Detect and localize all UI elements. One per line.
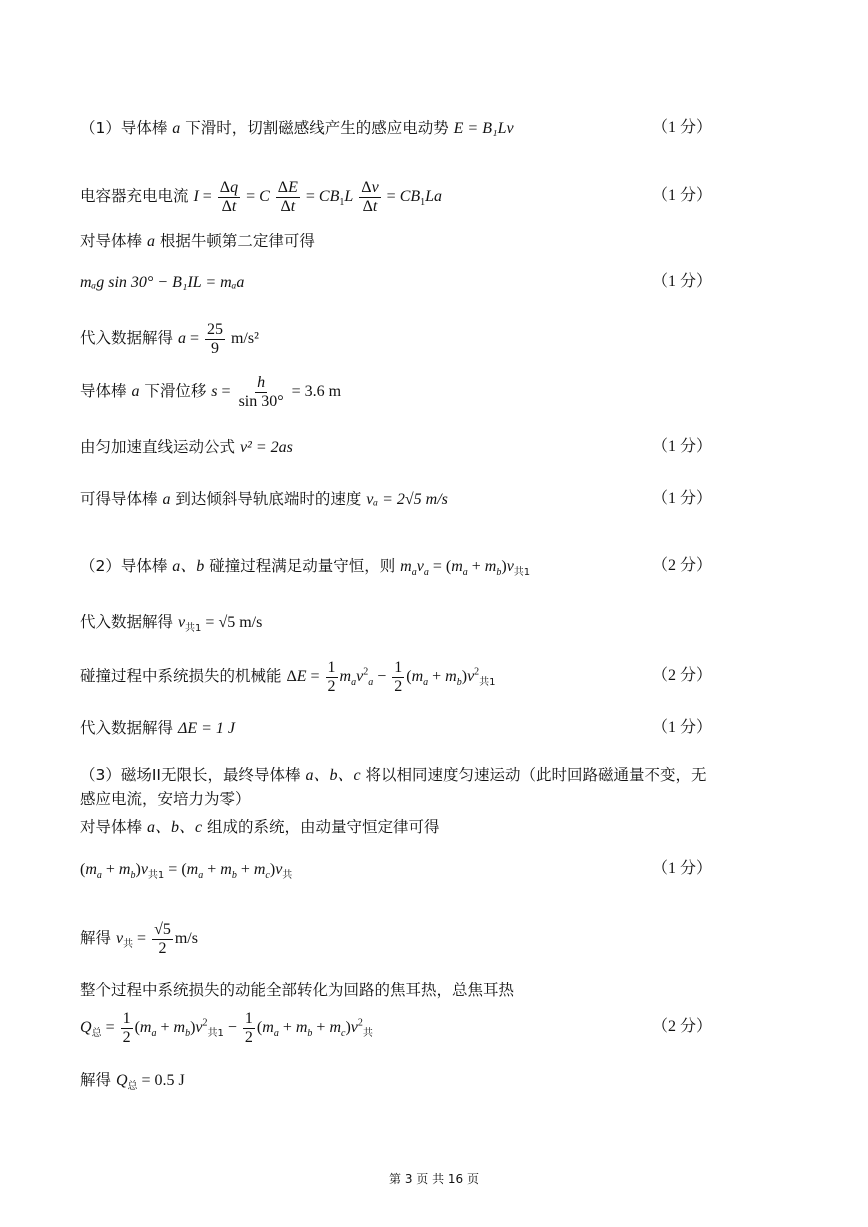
score: （1 分） — [651, 438, 712, 455]
text: 根据牛顿第二定律可得 — [154, 232, 315, 250]
fraction-num: 25 — [206, 320, 223, 338]
score: （1 分） — [651, 719, 712, 736]
score: （1 分） — [651, 860, 712, 877]
equation: ΔE = 1 J — [177, 720, 235, 737]
fraction-den: 9 — [210, 339, 219, 357]
text: 代入数据解得 — [80, 613, 178, 631]
text: 整个过程中系统损失的动能全部转化为回路的焦耳热，总焦耳热 — [80, 981, 515, 999]
text: 到达倾斜导轨底端时的速度 — [170, 490, 367, 508]
subscript: 总 — [91, 1028, 102, 1040]
text: 代入数据解得 — [80, 329, 178, 347]
subscript: 总 — [127, 1081, 138, 1093]
solution-line-2: 电容器充电电流 I = $\frac{\Delta q}{\Delta t}$ = C $\frac{\Delta E}{\Delta t}$ = $CB_1L$ $\frac{\Delta v}{\Delta t}$ = $CB_1La$ （1 分） — [80, 176, 790, 216]
text: 解得 — [80, 929, 116, 947]
text: 对导体棒 — [80, 818, 147, 836]
text: （3）磁场II无限长，最终导体棒 — [80, 766, 306, 784]
solution-line-16: $(m_a + m_b)v_{共1} = (m_a + m_b + m_c)v_共$ （1 分） — [80, 857, 790, 881]
equation: E = B₁Lv — [453, 120, 514, 137]
solution-line-13 — [80, 763, 790, 787]
var: a、b、c — [146, 819, 203, 836]
result: = 3.6 m — [287, 383, 342, 400]
var: a — [146, 233, 155, 250]
subscript: 共 — [282, 870, 293, 882]
var: a — [172, 120, 181, 137]
fraction-num: h — [257, 373, 266, 391]
var: a、b — [172, 558, 205, 575]
text: 代入数据解得 — [80, 719, 178, 737]
subscript: 共1 — [479, 677, 496, 689]
solution-line-4 — [80, 270, 790, 294]
result: √5 m/s — [218, 614, 263, 631]
text: 下滑位移 — [139, 382, 212, 400]
solution-line-6: 导体棒 a 下滑位移 s = $\frac{h}{\sin 30^\circ}$ = 3.6 m — [80, 373, 342, 410]
var: a、b、c — [305, 767, 361, 784]
text: 解得 — [80, 1071, 116, 1089]
text: 由匀加速直线运动公式 — [80, 438, 240, 456]
subscript: 共1 — [513, 567, 531, 579]
text: （2）导体棒 — [80, 557, 173, 575]
score: （1 分） — [651, 273, 712, 290]
score: （1 分） — [651, 187, 712, 204]
solution-line-7 — [80, 435, 790, 459]
text: 感应电流，安培力为零） — [80, 790, 251, 808]
text: 将以相同速度匀速运动（此时回路磁通量不变，无 — [360, 766, 707, 784]
text: 导体棒 — [80, 382, 132, 400]
score: （2 分） — [651, 1018, 712, 1035]
fraction-num: √5 — [154, 920, 171, 938]
solution-line-3 — [80, 229, 790, 253]
unit: m/s — [174, 930, 198, 947]
text: 可得导体棒 — [80, 490, 163, 508]
solution-line-18 — [80, 978, 790, 1002]
solution-line-14 — [80, 787, 790, 811]
solution-line-12 — [80, 716, 790, 740]
text: 下滑时，切割磁感线产生的感应电动势 — [180, 119, 454, 137]
text: 组成的系统，由动量守恒定律可得 — [202, 818, 440, 836]
fraction-den: 2 — [158, 939, 167, 957]
subscript: 共1 — [147, 870, 165, 882]
result: = 0.5 J — [137, 1072, 185, 1089]
fraction-den: sin 30° — [238, 392, 284, 410]
solution-line-19: $Q_总$ = $\frac{1}{2}$ $(m_a + m_b)v^2_{共1}$ − $\frac{1}{2}$ $(m_a + m_b + m_c)v^2_共$ （2 分） — [80, 1004, 790, 1050]
subscript: 共1 — [185, 623, 202, 635]
text: （1）导体棒 — [80, 119, 173, 137]
score: （1 分） — [651, 119, 712, 136]
score: （1 分） — [651, 490, 712, 507]
solution-line-11: 碰撞过程中系统损失的机械能 ΔE = $\frac{1}{2}$ $m_av^2_a$ − $\frac{1}{2}$ $(m_a + m_b)v^2_{共1}$ （2 分） — [80, 654, 790, 698]
solution-line-1 — [80, 116, 790, 140]
text: 碰撞过程满足动量守恒，则 — [204, 557, 401, 575]
subscript: 共 — [123, 939, 134, 951]
solution-line-10: 代入数据解得 $v_{共1} = √5$ m/s — [80, 613, 263, 635]
equation: v² = 2as — [239, 439, 293, 456]
solution-line-8 — [80, 487, 790, 511]
subscript: 共 — [362, 1028, 373, 1040]
solution-line-5: 代入数据解得 a = $\frac{25}{9}$ m/s² — [80, 320, 259, 357]
text: 碰撞过程中系统损失的机械能 — [80, 667, 287, 685]
unit: m/s² — [226, 330, 259, 347]
equation: vₐ = 2√5 m/s — [366, 491, 448, 508]
text: 对导体棒 — [80, 232, 147, 250]
solution-line-15 — [80, 815, 790, 839]
score: （2 分） — [651, 557, 712, 574]
subscript: 共1 — [207, 1028, 224, 1040]
var: a — [131, 383, 140, 400]
score: （2 分） — [651, 667, 712, 684]
solution-line-9: （2）导体棒 a、b 碰撞过程满足动量守恒，则 $m_av_a = (m_a + m_b)v_{共1}$ （2 分） — [80, 554, 790, 578]
var: a — [162, 491, 171, 508]
equation: mₐg sin 30° − B₁IL = mₐa — [80, 274, 245, 291]
solution-line-20: 解得 $Q_总 = 0.5$ J — [80, 1071, 185, 1093]
page-footer: 第 3 页 共 16 页 — [389, 1172, 479, 1186]
text: 电容器充电电流 — [80, 187, 194, 205]
solution-line-17: 解得 $v_共$ = $\frac{√5}{2}$ m/s — [80, 920, 198, 957]
